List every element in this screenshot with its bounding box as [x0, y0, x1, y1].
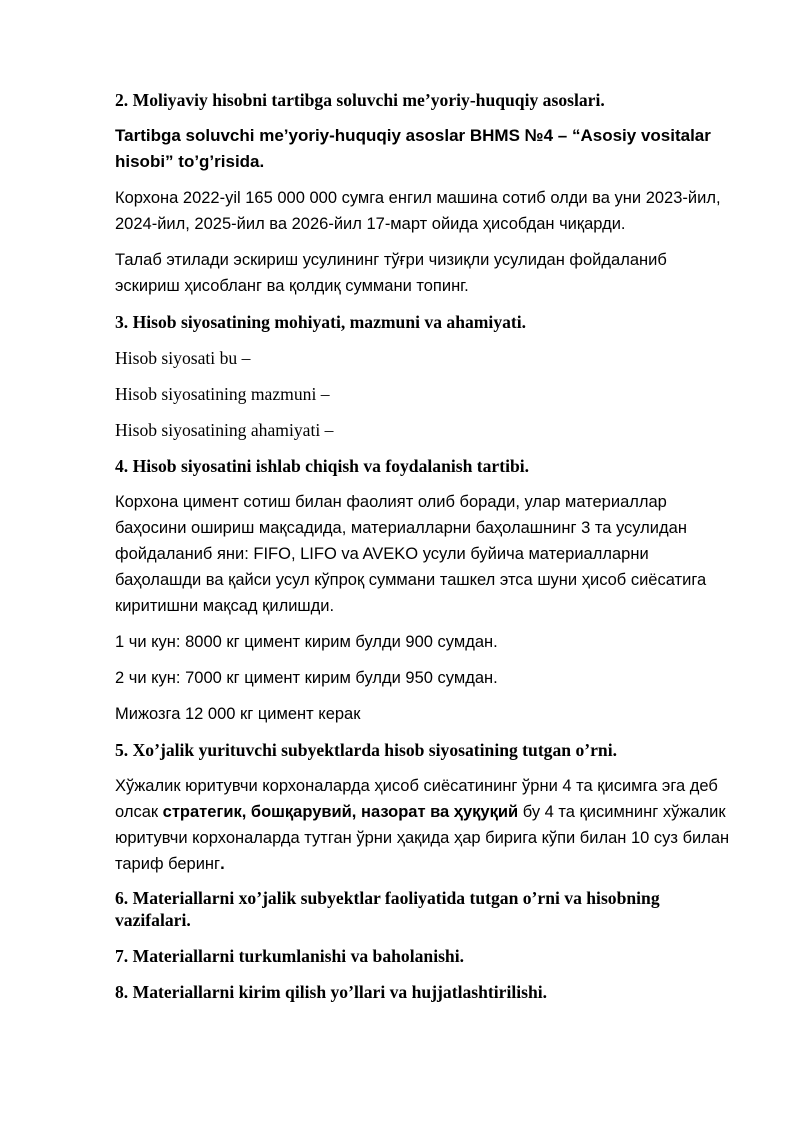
heading-8: 8. Materiallarni kirim qilish yo’llari va hujjatlashtirilishi.	[115, 982, 548, 1002]
task-paragraph-cement: Корхона цимент сотиш билан фаолият олиб боради, улар материаллар баҳосини ошириш мақсадида, материалларни баҳолашнинг 3 та усулидан фойдаланиб яни: FIFO, LIFO va AVEKO усули буйича материалларни баҳолашди ва қайси усул кўпроқ суммани ташкел этса шуни ҳисоб сиёсатига киритишни мақсад қилишди.	[115, 493, 707, 615]
task-text-part-1: Хўжалик юритувчи корхоналарда ҳисоб сиёсатининг ўрни 4 та қисимга эга деб олсак	[115, 777, 718, 821]
task-paragraph-car: Корхона 2022-yil 165 000 000 сумга енгил машина сотиб олди ва уни 2023-йил, 2024-йил, 2025-йил ва 2026-йил 17-март ойида ҳисобдан чиқарди.	[115, 189, 721, 233]
policy-content-line: Hisob siyosatining mazmuni –	[115, 384, 330, 404]
heading-4: 4. Hisob siyosatini ishlab chiqish va foydalanish tartibi.	[115, 456, 530, 476]
task-paragraph-policy-role	[115, 773, 735, 877]
document-body	[115, 87, 735, 1015]
task-requirement-paragraph: Талаб этилади эскириш усулининг тўғри чизиқли усулидан фойдаланиб эскириш ҳисобланг ва қолдиқ суммани топинг.	[115, 251, 667, 295]
client-need-line: Мижозга 12 000 кг цимент керак	[115, 705, 361, 723]
task-text-part-2: бу 4 та қисимнинг хўжалик юритувчи корхоналарда тутган ўрни ҳақида ҳар бирига кўпи билан 10 суз билан тариф беринг	[115, 803, 730, 873]
heading-bhms-4: Tartibga soluvchi me’yoriy-huquqiy asoslar BHMS №4 – “Asosiy vositalar hisobi” to’g’risida.	[115, 126, 711, 171]
heading-3: 3. Hisob siyosatining mohiyati, mazmuni va ahamiyati.	[115, 312, 527, 332]
day-1-line: 1 чи кун: 8000 кг цимент кирим булди 900 сумдан.	[115, 633, 498, 651]
policy-importance-line: Hisob siyosatining ahamiyati –	[115, 420, 334, 440]
task-text-end: .	[220, 855, 225, 873]
heading-6: 6. Materiallarni xo’jalik subyektlar faoliyatida tutgan o’rni va hisobning vazifalari.	[115, 888, 660, 930]
policy-definition-line: Hisob siyosati bu –	[115, 348, 251, 368]
heading-2: 2. Moliyaviy hisobni tartibga soluvchi me’yoriy-huquqiy asoslari.	[115, 90, 605, 110]
task-text-bold-terms: стратегик, бошқарувий, назорат ва ҳуқуқий	[162, 803, 519, 821]
heading-5: 5. Xo’jalik yurituvchi subyektlarda hisob siyosatining tutgan o’rni.	[115, 740, 617, 760]
day-2-line: 2 чи кун: 7000 кг цимент кирим булди 950 сумдан.	[115, 669, 498, 687]
heading-7: 7. Materiallarni turkumlanishi va baholanishi.	[115, 946, 464, 966]
